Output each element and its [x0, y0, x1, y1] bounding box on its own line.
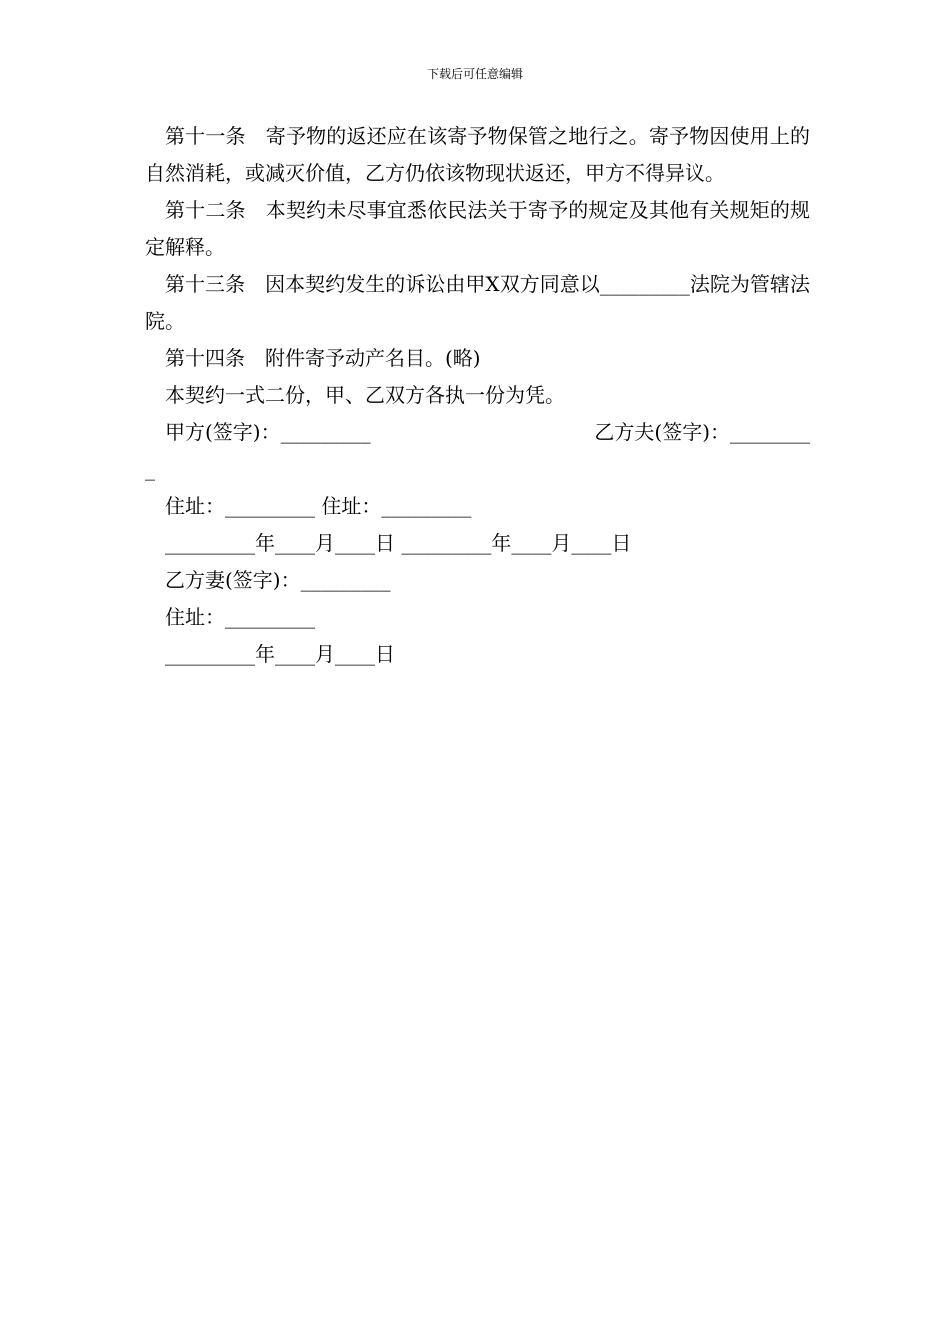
address-line: 住址：_________ 住址：_________ — [165, 494, 472, 518]
article-11: 第十一条 寄予物的返还应在该寄予物保管之地行之。寄予物因使用上的自然消耗，或减灭价值，乙方仍依该物现状返还，甲方不得异议。 — [145, 124, 810, 185]
signature-overflow: _ — [145, 457, 155, 481]
party-b-wife-signature: 乙方妻(签字)：_________ — [165, 568, 391, 592]
article-13: 第十三条 因本契约发生的诉讼由甲X双方同意以_________法院为管辖法院。 — [145, 272, 810, 333]
signature-row-1 — [145, 414, 810, 451]
date-line: _________年____月____日 _________年____月____日 — [165, 531, 632, 555]
party-b-husband-signature: 乙方夫(签字)：________ — [594, 420, 810, 444]
closing-statement: 本契约一式二份，甲、乙双方各执一份为凭。 — [165, 383, 565, 407]
article-14: 第十四条 附件寄予动产名目。(略) — [165, 346, 481, 370]
document-body — [145, 118, 810, 673]
party-a-signature: 甲方(签字)：_________ — [165, 420, 371, 444]
address-single: 住址：_________ — [165, 605, 315, 629]
page-header: 下载后可任意编辑 — [426, 67, 523, 81]
date-single: _________年____月____日 — [165, 642, 395, 666]
article-12: 第十二条 本契约未尽事宜悉依民法关于寄予的规定及其他有关规矩的规定解释。 — [145, 198, 810, 259]
